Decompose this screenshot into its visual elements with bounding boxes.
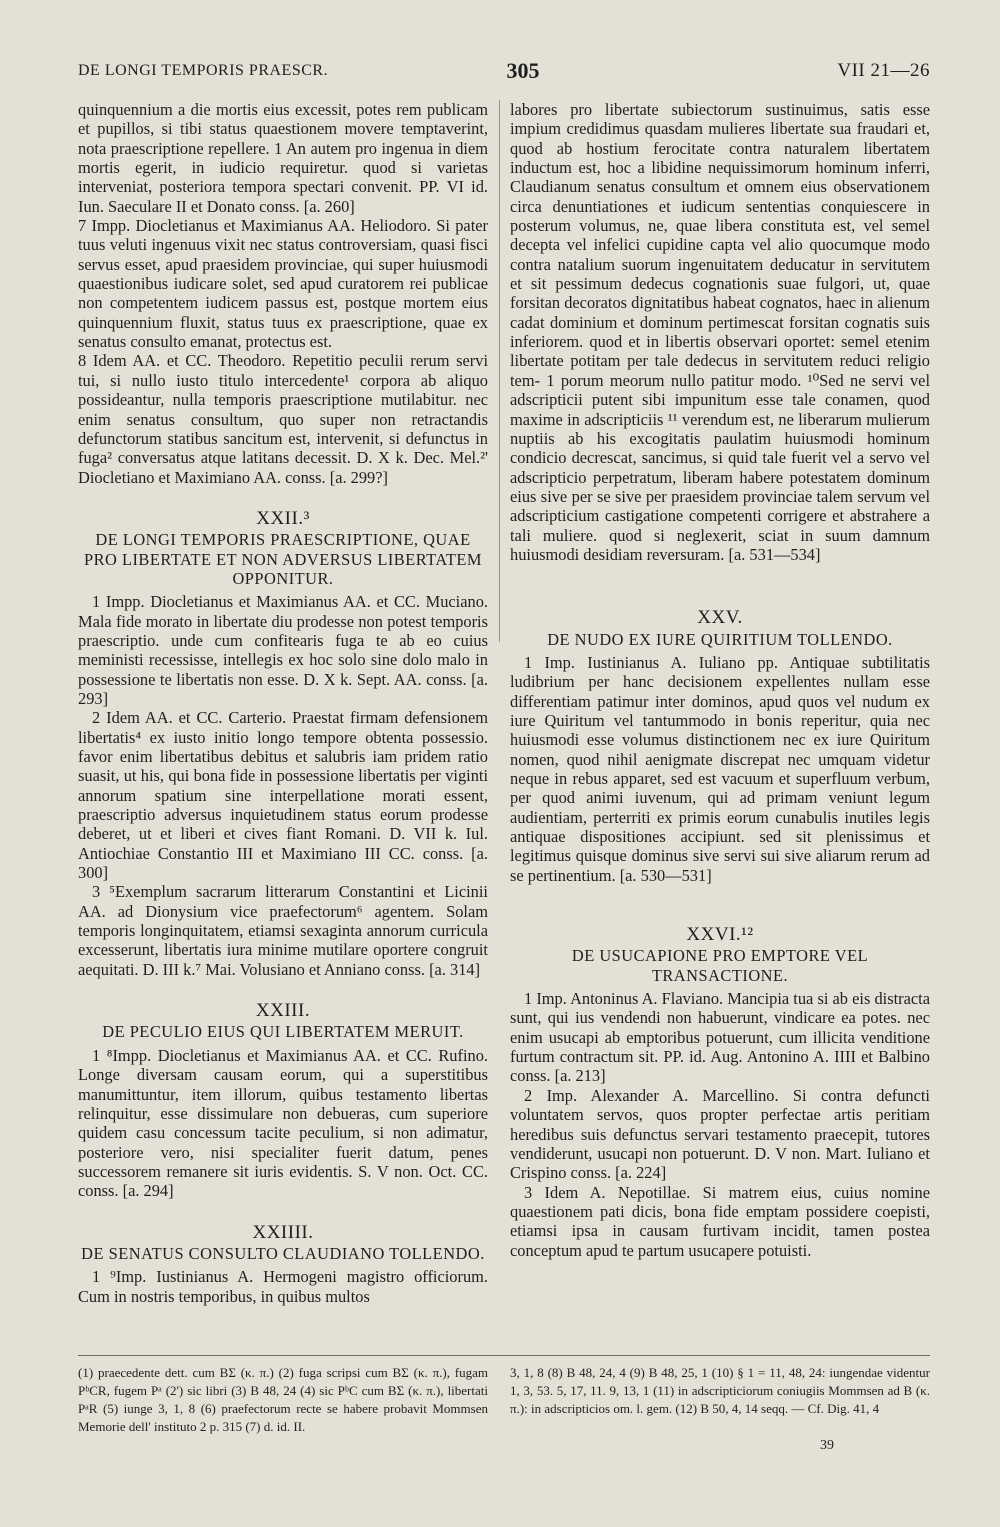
- footnotes-right: 3, 1, 8 (8) B 48, 24, 4 (9) B 48, 25, 1 (10) § 1 = 11, 48, 24: iungendae videntur 1, 3, 53. 5, 17, 11. 9, 13, 1 (11) in adscripticiorum coniugiis Mommsen ad B (κ. π.): in adscripticios om. l. gem. (12) B 50, 4, 14 seqq. — Cf. Dig. 41, 4: [510, 1365, 930, 1416]
- title-heading-25: DE NUDO EX IURE QUIRITIUM TOLLENDO.: [547, 629, 893, 649]
- constitution-7: 7 Impp. Diocletianus et Maximianus AA. Heliodoro. Si pater tuus veluti ingenuus vixit nec status controversiam, quasi fisci servus esset, apud praesidem provinciae, qui super huiusmodi quaestionibus iudicare solet, sed apud curatorem rei publicae non competentem iudicem passus est, postque mortem eius quinquennium fluxit, status tuus ex praescriptione, quae ex senatus consulto emanat, protectus est.: [78, 216, 488, 352]
- footnote-rule: [78, 1355, 930, 1356]
- constitution-22-2: 2 Idem AA. et CC. Carterio. Praestat firmam defensionem libertatis⁴ ex iusto initio longo tempore obtenta possessio. favor enim libertatibus debitus et salubris iam pridem ratio suasit, ut his, qui bona fide in possessione libertatis per viginti annorum spatium sine interpellatione morati essent, praescriptio adversus inquietudinem status eorum prodesse deberet, ut et liberi et cives fiant Romani. D. VII k. Iul. Antiochiae Constantio III et Maximiano III CC. conss. [a. 300]: [78, 708, 488, 883]
- left-column: [78, 100, 488, 1306]
- title-heading-24: DE SENATUS CONSULTO CLAUDIANO TOLLENDO.: [81, 1243, 485, 1263]
- constitution-22-3: 3 ⁵Exemplum sacrarum litterarum Constantini et Licinii AA. ad Dionysium vice praefectorum⁶ agentem. Solam temporis longinquitatem, etiamsi sexaginta annorum curricula excesserunt, libertatis iura minime mutilare oportere congruit aequitati. D. III k.⁷ Mai. Volusiano et Anniano conss. [a. 314]: [78, 882, 488, 979]
- title-number-22: XXII.³: [256, 507, 310, 529]
- constitution-26-2: 2 Imp. Alexander A. Marcellino. Si contra defuncti voluntatem servos, quos propter perfectae artis peritiam heredibus suis defunctus servari testamento praecepit, tutores vendiderunt, usucapi non potuerunt. D. V non. Mart. Iuliano et Crispino conss. [a. 224]: [510, 1085, 930, 1183]
- title-number-24: XXIIII.: [252, 1221, 314, 1243]
- constitution-23-1: 1 ⁸Impp. Diocletianus et Maximianus AA. et CC. Rufino. Longe diversam causam eorum, qui a superstitibus manumittuntur, item illorum, quibus testamento libertas relinquitur, esse dissimulare non debueras, cum superiore quidem casu concessum tacite peculium, si non adimatur, posteriore vero, nisi specialiter fuerit datum, penes successorem remanere sit iuris evidentis. S. V non. Oct. CC. conss. [a. 294]: [78, 1045, 488, 1201]
- title-number-26: XXVI.¹²: [686, 924, 754, 946]
- title-heading-22: DE LONGI TEMPORIS PRAESCRIPTIONE, QUAE PRO LIBERTATE ET NON ADVERSUS LIBERTATEM OPPONITUR.: [83, 530, 482, 588]
- right-column: [510, 100, 930, 1260]
- constitution-25-1: 1 Imp. Iustinianus A. Iuliano pp. Antiquae subtilitatis ludibrium per hanc decisionem expellentes nullam esse differentiam patimur inter dominos, apud quos vel nudum ex iure Quiritum vel tantummodo in bonis reperitur, quia nec huiusmodi esse volumus distinctionem nec ex iure Quiritum nomen, quod nihil aenigmate discrepat nec umquam videtur neque in rebus apparet, sed est vacuum et superfluum verbum, per quod animi iuvenum, qui ad primam veniunt legum audientiam, perterriti ex primis eorum cunabulis inutiles legis antiquae dispositiones accipiunt. sed sit plenissimus et legitimus quisque dominus sive servi sui sive aliarum rerum ad se pertinentium. [a. 530—531]: [510, 652, 930, 885]
- continued-text: quinquennium a die mortis eius excessit, potes rem publicam et pupillos, si tibi status quaestionem movere temptaverint, nota praescriptione repellere. 1 An autem pro ingenua in diem mortis egerit, in iudicio requiretur. quod si varietas interveniat, posteriora tempora spectari convenit. PP. VI id. Iun. Saeculare II et Donato conss. [a. 260]: [78, 100, 488, 216]
- footnotes-left: (1) praecedente dett. cum BΣ (κ. π.) (2) fuga scripsi cum BΣ (κ. π.), fugam PᵇCR, fugem Pᵃ (2') sic libri (3) B 48, 24 (4) sic PᵇC cum BΣ (κ. π.), libertati PᵃR (5) iunge 3, 1, 8 (6) praefectorum recte se habere probavit Mommsen Memorie dell' instituto 2 p. 315 (7) d. id. II.: [78, 1365, 488, 1434]
- title-number-25: XXV.: [697, 607, 743, 629]
- title-number-23: XXIII.: [255, 1000, 311, 1022]
- continued-text: labores pro libertate subiectorum sustinuimus, satis esse impium credidimus quasdam mulieres libertate sua fraudari et, quod ab hostium ferocitate contra naturalem libertatem inductum est, hoc a libidine nequissimorum hominum inferri, Claudianum senatus consultum et omnem eius observationem circa denuntiationes et iudicum sententias conquiescere in posterum volumus, ne, quae libera constituta est, vel semel decepta vel infelici cupidine capta vel alio quocumque modo contra natalium suorum ingenuitatem deducatur in servitutem et sit pessimum dedecus cognationis suae fulgori, ut, quae forsitan decoratos dignitatibus habeat cognatos, haec in alienum cadat dominium et dominum pertimescat forsitan cognatis suis inferiorem. quod et in libertis observari oportet: semel etenim libertate potitam per tale dedecus in servitutem reduci religio tem- 1 porum meorum nullo patitur modo. ¹⁰Sed ne servi vel adscripticii putent sibi impunitum esse tale conamen, quod maxime in adscripticiis ¹¹ verendum est, ne liberarum mulierum nuptiis ab his excogitatis paulatim huiusmodi hominum condicio decrescat, sancimus, si quid tale fuerit vel a servo vel adscripticio perpetratum, liberam habere potestatem dominum eius sive per se sive per praesidem provinciae talem servum vel adscripticium castigatione competenti corrigere et abstrahere a tali muliere. quod si neglexerit, sciat in suum damnum huiusmodi desidiam reversuram. [a. 531—534]: [510, 100, 930, 564]
- constitution-26-1: 1 Imp. Antoninus A. Flaviano. Mancipia tua si ab eis distracta sunt, qui ius vendendi non habuerunt, vindicare ea potes. nec enim usucapi ab emptoribus potuerunt, cum illicita venditione furtum contractum sit. PP. id. Aug. Antonino A. IIII et Balbino conss. [a. 213]: [510, 989, 930, 1086]
- signature-number: 39: [820, 1438, 834, 1453]
- constitution-22-1: 1 Impp. Diocletianus et Maximianus AA. et CC. Muciano. Mala fide morato in libertate diu prodesse non potest temporis praescriptio. unde cum confitearis fuga te ab eo cuius meministi recessisse, intellegis ex hoc solo sine dolo malo in possessione te libertatis non esse. D. X k. Sept. AA. conss. [a. 293]: [78, 592, 488, 708]
- page-number: 305: [506, 58, 540, 83]
- constitution-26-3: 3 Idem A. Nepotillae. Si matrem eius, cuius nomine quaestionem pati dicis, bona fide emptam possidere coepisti, etiamsi ipsa in causam furtivam incidit, tamen postea conceptum apud te partum usucapere potuisti.: [510, 1182, 930, 1260]
- header-title: DE LONGI TEMPORIS PRAESCR.: [78, 62, 329, 79]
- title-heading-26: DE USUCAPIONE PRO EMPTORE VEL TRANSACTIONE.: [571, 946, 869, 985]
- constitution-8: 8 Idem AA. et CC. Theodoro. Repetitio peculii rerum servi tui, si nullo iusto titulo intercedente¹ corpora ab aliquo possideantur, nulla temporis praescriptione mutilabitur. nec enim senatus consultum, quo super non retractandis defunctorum statibus sancitum est, intervenit, si defunctus in fuga² conversatus atque latitans decessit. D. X k. Dec. Mel.²' Diocletiano et Maximiano AA. conss. [a. 299?]: [78, 351, 488, 487]
- constitution-24-1: 1 ⁹Imp. Iustinianus A. Hermogeni magistro officiorum. Cum in nostris temporibus, in quibus multos: [78, 1267, 488, 1306]
- title-heading-23: DE PECULIO EIUS QUI LIBERTATEM MERUIT.: [102, 1022, 464, 1042]
- running-header: [78, 58, 930, 88]
- header-reference: VII 21—26: [837, 60, 930, 81]
- column-divider: [499, 100, 500, 642]
